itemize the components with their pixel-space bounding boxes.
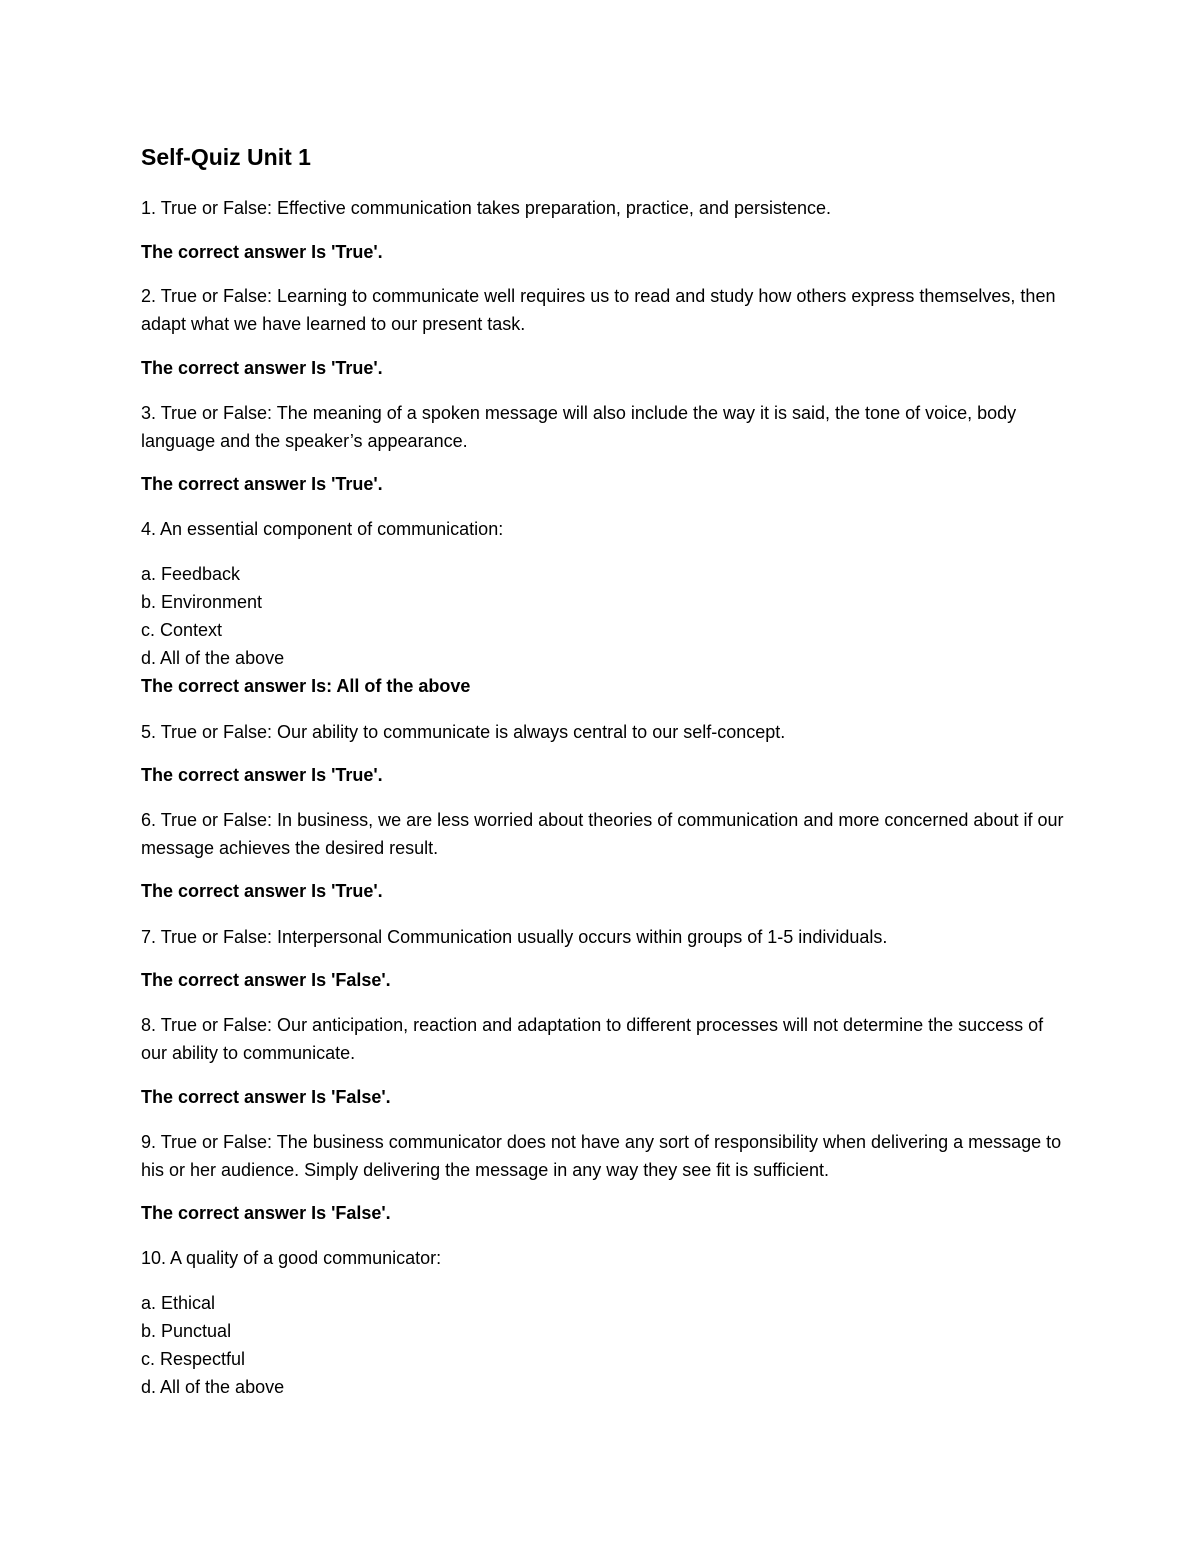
question-3-text: 3. True or False: The meaning of a spoken message will also include the way it is said, the tone of voice, body language and the speaker’s appearance. — [141, 403, 1017, 451]
question-5-answer: The correct answer Is 'True'. — [141, 765, 383, 785]
question-4-option-a: a. Feedback — [141, 564, 241, 584]
question-8-answer: The correct answer Is 'False'. — [141, 1087, 391, 1107]
question-7-answer: The correct answer Is 'False'. — [141, 970, 391, 990]
question-3-answer: The correct answer Is 'True'. — [141, 474, 383, 494]
question-10-text: 10. A quality of a good communicator: — [141, 1248, 442, 1268]
question-9-answer: The correct answer Is 'False'. — [141, 1203, 391, 1223]
question-10-option-c: c. Respectful — [141, 1349, 246, 1369]
question-4-option-c: c. Context — [141, 620, 223, 640]
question-4-option-d: d. All of the above — [141, 648, 285, 668]
question-7-text: 7. True or False: Interpersonal Communication usually occurs within groups of 1-5 individuals. — [141, 927, 888, 947]
question-10-option-d: d. All of the above — [141, 1377, 285, 1397]
question-6-text: 6. True or False: In business, we are less worried about theories of communication and more concerned about if our message achieves the desired result. — [141, 810, 1064, 858]
question-9-text: 9. True or False: The business communicator does not have any sort of responsibility when delivering a message to his or her audience. Simply delivering the message in any way they see fit is sufficient. — [141, 1132, 1062, 1180]
question-10-option-b: b. Punctual — [141, 1321, 232, 1341]
question-10-option-a: a. Ethical — [141, 1293, 216, 1313]
question-2-text: 2. True or False: Learning to communicate well requires us to read and study how others express themselves, then adapt what we have learned to our present task. — [141, 286, 1056, 334]
question-4-text: 4. An essential component of communication: — [141, 519, 504, 539]
question-2-answer: The correct answer Is 'True'. — [141, 358, 383, 378]
question-6-answer: The correct answer Is 'True'. — [141, 881, 383, 901]
document-title: Self-Quiz Unit 1 — [141, 144, 311, 170]
question-5-text: 5. True or False: Our ability to communicate is always central to our self-concept. — [141, 722, 786, 742]
question-1-answer: The correct answer Is 'True'. — [141, 242, 383, 262]
question-4-option-b: b. Environment — [141, 592, 263, 612]
question-1-text: 1. True or False: Effective communication takes preparation, practice, and persistence. — [141, 198, 832, 218]
question-8-text: 8. True or False: Our anticipation, reaction and adaptation to different processes will not determine the success of our ability to communicate. — [141, 1015, 1044, 1063]
question-4-answer: The correct answer Is: All of the above — [141, 676, 471, 696]
